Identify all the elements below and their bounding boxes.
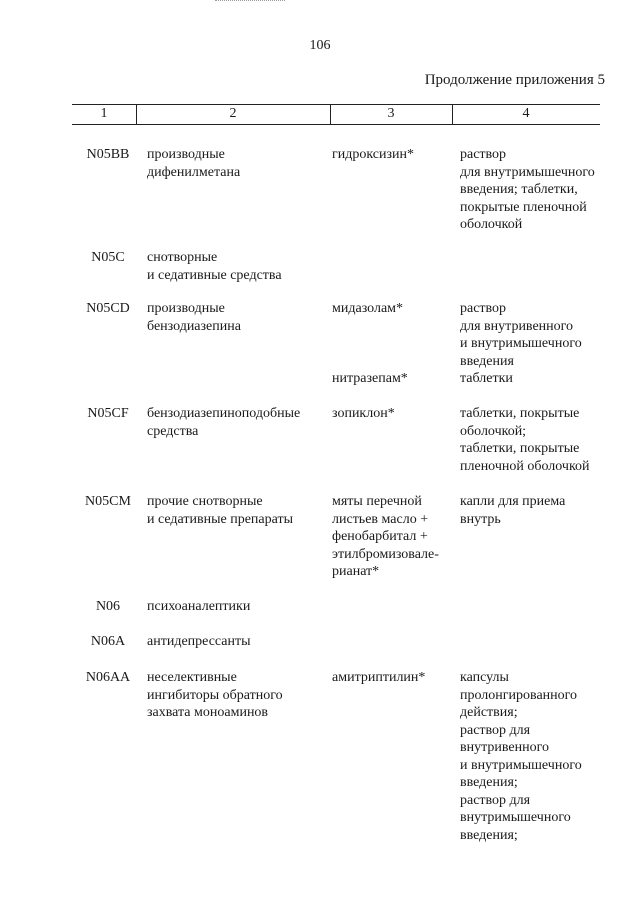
dosage-form-line: введения; таблетки, [460, 182, 578, 197]
drug-name-line [332, 335, 457, 353]
dosage-form-cell [460, 300, 610, 388]
drug-name-cell [332, 405, 457, 423]
atc-code: N05C [91, 250, 125, 265]
drug-name-line: мяты перечной [332, 494, 422, 509]
page-number: 106 [309, 38, 331, 53]
dosage-form-cell [460, 493, 610, 528]
group-name-line: бензодиазепиноподобные [147, 406, 301, 421]
dosage-form-line: раствор для [460, 722, 531, 738]
atc-code: N06 [95, 599, 121, 614]
dosage-form-cell [460, 405, 610, 475]
group-name-cell [147, 146, 322, 181]
drug-name-line: фенобарбитал + [332, 529, 428, 544]
group-name-cell [147, 405, 322, 440]
group-name-line: производные [147, 147, 225, 162]
dosage-form-cell [460, 146, 610, 234]
atc-code: N05CD [86, 301, 130, 316]
drug-name-line: гидроксизин* [332, 147, 415, 162]
atc-code: N05CF [87, 406, 129, 421]
drug-name-cell [332, 669, 457, 687]
dosage-form-line: капли для приема [460, 494, 566, 509]
dosage-form-line: внутримышечного [460, 810, 571, 825]
drug-name-cell [332, 493, 457, 581]
drug-name-line: этилбромизовале- [332, 546, 439, 562]
group-name-line: бензодиазепина [147, 318, 241, 334]
group-name-line: психоаналептики [147, 599, 251, 614]
group-name-cell [147, 633, 322, 651]
group-name-line: средства [147, 423, 199, 439]
group-name-line: прочие снотворные [147, 494, 263, 509]
group-name-cell [147, 493, 322, 528]
dosage-form-line: действия; [460, 705, 518, 720]
dosage-form-line: таблетки [460, 371, 513, 386]
atc-code: N05BB [86, 147, 130, 162]
dosage-form-cell [460, 669, 610, 844]
scan-artifact [215, 0, 285, 3]
dosage-form-line: пролонгированного [460, 687, 578, 703]
drug-name-line [332, 353, 457, 371]
dosage-form-line: и внутримышечного [460, 336, 582, 351]
dosage-form-line: введения; [460, 775, 518, 790]
drug-name-line: амитриптилин* [332, 670, 426, 685]
group-name-cell [147, 300, 322, 335]
group-name-line: дифенилметана [147, 164, 241, 180]
drug-name-line: мидазолам* [332, 301, 404, 316]
dosage-form-line: раствор [460, 147, 507, 162]
group-name-cell [147, 669, 322, 722]
dosage-form-line: внутривенного [460, 740, 550, 755]
group-name-line: неселективные [147, 670, 237, 685]
group-name-line: производные [147, 301, 225, 316]
atc-code: N05CM [85, 494, 131, 509]
dosage-form-line: раствор для [460, 792, 531, 808]
group-name-line: и седативные препараты [147, 511, 294, 527]
dosage-form-line: таблетки, покрытые [460, 406, 580, 421]
dosage-form-line: раствор [460, 301, 507, 316]
group-name-cell [147, 249, 322, 284]
atc-code: N06AA [85, 670, 131, 685]
drug-name-line: рианат* [332, 564, 380, 579]
drug-name-cell [332, 146, 457, 164]
drug-name-line: листьев масло + [332, 511, 429, 527]
dosage-form-line: введения; [460, 827, 518, 843]
group-name-line: ингибиторы обратного [147, 687, 283, 703]
column-header-3: 3 [387, 106, 395, 121]
group-name-line: захвата моноаминов [147, 705, 269, 720]
column-header-4: 4 [522, 106, 530, 121]
dosage-form-line: таблетки, покрытые [460, 441, 580, 456]
drug-name-line: нитразепам* [332, 371, 408, 386]
dosage-form-line: оболочкой; [460, 423, 527, 439]
dosage-form-line: оболочкой [460, 217, 523, 232]
column-header-2: 2 [229, 106, 237, 121]
group-name-line: и седативные средства [147, 267, 282, 283]
dosage-form-line: пленочной оболочкой [460, 458, 590, 474]
atc-code: N06A [90, 634, 126, 649]
dosage-form-line: и внутримышечного [460, 757, 582, 773]
continuation-heading: Продолжение приложения 5 [424, 72, 605, 88]
drug-name-line: зопиклон* [332, 406, 395, 421]
group-name-line: антидепрессанты [147, 634, 251, 649]
group-name-line: снотворные [147, 250, 218, 265]
drug-name-cell [332, 300, 457, 388]
group-name-cell [147, 598, 322, 616]
table-header [72, 104, 600, 125]
dosage-form-line: капсулы [460, 670, 509, 685]
dosage-form-line: внутрь [460, 511, 501, 527]
dosage-form-line: для внутривенного [460, 318, 574, 334]
column-header-1: 1 [100, 106, 108, 121]
dosage-form-line: введения [460, 353, 514, 369]
dosage-form-line: для внутримышечного [460, 164, 595, 180]
drug-name-line [332, 318, 457, 336]
dosage-form-line: покрытые пленочной [460, 199, 587, 215]
